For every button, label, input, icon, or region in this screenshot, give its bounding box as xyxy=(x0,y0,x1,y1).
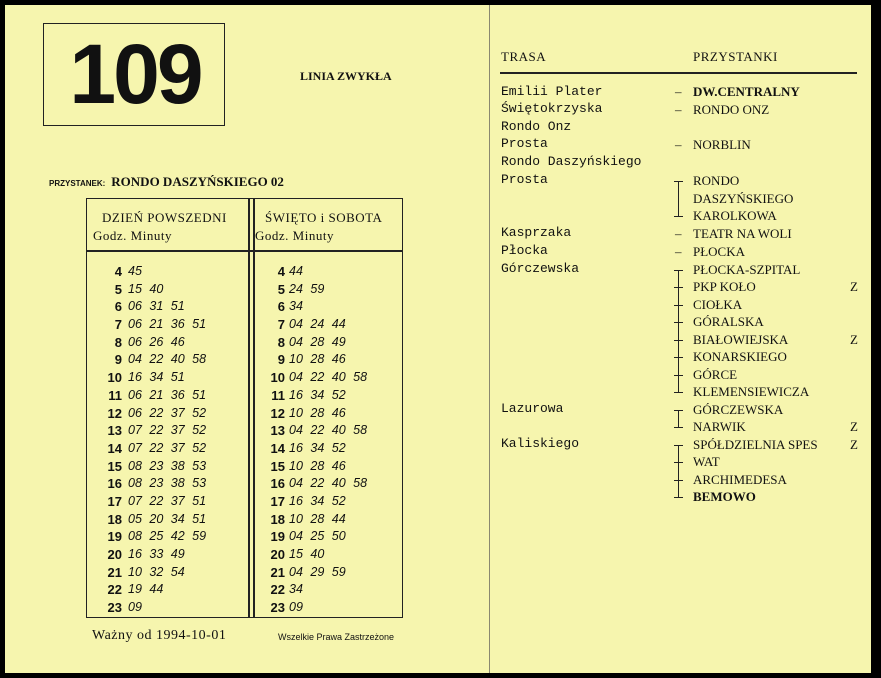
hour-weekday: 22 xyxy=(107,582,122,598)
minutes-weekday: 08 23 38 53 xyxy=(128,476,207,491)
stop-dash: – xyxy=(675,84,682,99)
stop-group-tick xyxy=(674,480,683,481)
minutes-holiday: 09 xyxy=(289,600,303,615)
stop-group-tick xyxy=(674,287,683,288)
hour-holiday: 23 xyxy=(270,600,285,616)
route-column-header: TRASA xyxy=(501,49,547,64)
stop-item: GÓRALSKA xyxy=(693,314,764,329)
hour-holiday: 16 xyxy=(270,476,285,492)
column-divider xyxy=(248,199,250,617)
stop-group-tick xyxy=(674,322,683,323)
route-street: Świętokrzyska xyxy=(501,101,603,116)
minutes-holiday: 04 25 50 xyxy=(289,529,346,544)
stop-item: RONDO ONZ xyxy=(693,102,770,117)
minutes-holiday: 16 34 52 xyxy=(289,493,346,508)
hour-weekday: 13 xyxy=(107,423,122,439)
weekday-header xyxy=(93,209,227,245)
hour-weekday: 19 xyxy=(107,529,122,545)
stop-group-tick xyxy=(674,340,683,341)
weekday-subtitle: Godz. Minuty xyxy=(93,228,172,243)
hour-weekday: 9 xyxy=(114,352,122,368)
minutes-weekday: 16 34 51 xyxy=(128,370,185,385)
stop-item: RONDO xyxy=(693,173,740,188)
hour-holiday: 15 xyxy=(270,458,285,474)
hour-holiday: 8 xyxy=(277,334,285,350)
minutes-holiday: 24 59 xyxy=(289,281,325,296)
stop-item: NARWIK xyxy=(693,419,746,434)
line-number-box xyxy=(43,23,225,126)
stop-item: SPÓŁDZIELNIA SPES xyxy=(693,437,818,452)
route-street: Rondo Onz xyxy=(501,119,572,134)
hour-holiday: 11 xyxy=(271,387,285,403)
minutes-weekday: 45 xyxy=(128,264,142,278)
hour-weekday: 15 xyxy=(107,458,122,474)
minutes-weekday: 08 25 42 59 xyxy=(128,529,207,544)
stop-group-tick xyxy=(674,497,683,498)
minutes-holiday: 44 xyxy=(289,264,303,278)
hour-holiday: 17 xyxy=(270,493,285,509)
hour-holiday: 5 xyxy=(277,281,285,297)
minutes-weekday: 07 22 37 52 xyxy=(128,423,207,438)
hour-holiday: 10 xyxy=(270,370,285,386)
hour-weekday: 10 xyxy=(107,370,122,386)
route-street: Prosta xyxy=(501,172,548,187)
timetable-sheet xyxy=(5,5,871,673)
route-street: Kasprzaka xyxy=(501,225,572,240)
on-request-mark: Z xyxy=(850,279,858,294)
minutes-holiday: 04 28 49 xyxy=(289,334,346,349)
minutes-weekday: 10 32 54 xyxy=(128,564,185,579)
minutes-holiday: 04 29 59 xyxy=(289,564,346,579)
hour-weekday: 17 xyxy=(107,493,122,509)
stop-name: RONDO DASZYŃSKIEGO 02 xyxy=(111,174,284,189)
hour-holiday: 9 xyxy=(277,352,285,368)
stop-item: GÓRCE xyxy=(693,367,738,382)
stop-item: TEATR NA WOLI xyxy=(693,226,792,241)
minutes-holiday: 10 28 46 xyxy=(289,405,346,420)
route-street: Kaliskiego xyxy=(501,436,580,451)
route-street: Rondo Daszyńskiego xyxy=(501,154,642,169)
hour-weekday: 7 xyxy=(114,317,122,333)
minutes-weekday: 16 33 49 xyxy=(128,547,185,561)
hour-weekday: 12 xyxy=(107,405,122,421)
hour-weekday: 11 xyxy=(108,387,122,403)
minutes-weekday: 09 xyxy=(128,600,142,615)
stop-group-tick xyxy=(674,216,683,217)
stop-item: NORBLIN xyxy=(693,137,751,152)
minutes-holiday: 34 xyxy=(289,299,303,314)
hour-weekday: 8 xyxy=(114,334,122,350)
weekday-title: DZIEŃ POWSZEDNI xyxy=(102,210,227,225)
minutes-weekday: 05 20 34 51 xyxy=(128,511,207,526)
hour-holiday: 21 xyxy=(270,564,285,580)
line-type: LINIA ZWYKŁA xyxy=(300,69,392,83)
stop-dash: – xyxy=(675,226,682,241)
minutes-holiday: 10 28 46 xyxy=(289,352,346,367)
stop-group-tick xyxy=(674,462,683,463)
stop-item: KAROLKOWA xyxy=(693,208,777,223)
minutes-holiday: 10 28 44 xyxy=(289,511,346,526)
stop-item: PŁOCKA xyxy=(693,244,746,259)
hour-holiday: 22 xyxy=(270,582,285,598)
on-request-mark: Z xyxy=(850,332,858,347)
route-street: Emilii Plater xyxy=(501,84,603,99)
minutes-weekday: 04 22 40 58 xyxy=(128,352,207,367)
hour-holiday: 20 xyxy=(270,547,285,562)
minutes-holiday: 34 xyxy=(289,582,303,597)
minutes-holiday: 04 22 40 58 xyxy=(289,423,368,438)
stop-item: WAT xyxy=(693,454,720,469)
hour-weekday: 18 xyxy=(107,511,122,527)
minutes-holiday: 15 40 xyxy=(289,547,325,561)
stop-group-bracket xyxy=(678,270,679,392)
page-fold xyxy=(489,5,490,673)
stops-column-header: PRZYSTANKI xyxy=(693,49,778,64)
hour-weekday: 20 xyxy=(107,547,122,562)
route-header-rule xyxy=(500,72,857,74)
hour-holiday: 13 xyxy=(270,423,285,439)
minutes-holiday: 04 22 40 58 xyxy=(289,370,368,385)
stop-dash: – xyxy=(675,102,682,117)
stop-item: ARCHIMEDESA xyxy=(693,472,787,487)
copyright-note: Wszelkie Prawa Zastrzeżone xyxy=(278,632,395,642)
stop-group-tick xyxy=(674,181,683,182)
stop-item: GÓRCZEWSKA xyxy=(693,402,784,417)
minutes-holiday: 10 28 46 xyxy=(289,458,346,473)
minutes-weekday: 19 44 xyxy=(128,582,164,597)
hour-holiday: 12 xyxy=(270,405,285,421)
holiday-subtitle: Godz. Minuty xyxy=(255,228,334,243)
stop-item: PŁOCKA-SZPITAL xyxy=(693,262,801,277)
hour-weekday: 16 xyxy=(107,476,122,492)
hour-holiday: 4 xyxy=(277,264,285,279)
stop-group-tick xyxy=(674,305,683,306)
stop-item: DW.CENTRALNY xyxy=(693,84,800,99)
stop-group-tick xyxy=(674,445,683,446)
line-number: 109 xyxy=(69,27,201,121)
stop-group-bracket xyxy=(678,445,679,497)
hour-weekday: 23 xyxy=(107,600,122,616)
holiday-header xyxy=(255,209,383,245)
holiday-title: ŚWIĘTO i SOBOTA xyxy=(265,210,383,225)
stop-item: KLEMENSIEWICZA xyxy=(693,384,810,399)
departure-table xyxy=(86,198,403,618)
minutes-holiday: 04 24 44 xyxy=(289,317,346,332)
on-request-mark: Z xyxy=(850,419,858,434)
hour-weekday: 5 xyxy=(114,281,122,297)
stop-item: DASZYŃSKIEGO xyxy=(693,191,794,206)
stop-dash: – xyxy=(675,137,682,152)
stop-label: PRZYSTANEK: xyxy=(49,179,106,188)
route-street: Lazurowa xyxy=(501,401,564,416)
route-street: Prosta xyxy=(501,136,548,151)
minutes-weekday: 06 26 46 xyxy=(128,334,185,349)
minutes-weekday: 07 22 37 52 xyxy=(128,440,207,455)
stop-group-bracket xyxy=(678,410,679,427)
stop-item: BIAŁOWIEJSKA xyxy=(693,332,789,347)
minutes-weekday: 07 22 37 51 xyxy=(128,493,207,508)
hour-holiday: 7 xyxy=(277,317,285,333)
minutes-holiday: 16 34 52 xyxy=(289,387,346,402)
hour-weekday: 21 xyxy=(107,564,122,580)
minutes-weekday: 08 23 38 53 xyxy=(128,458,207,473)
stop-group-tick xyxy=(674,410,683,411)
stop-group-tick xyxy=(674,392,683,393)
hour-holiday: 18 xyxy=(270,511,285,527)
stop-group-tick xyxy=(674,375,683,376)
hour-holiday: 19 xyxy=(270,529,285,545)
stop-item: BEMOWO xyxy=(693,489,756,504)
hour-weekday: 6 xyxy=(114,299,122,315)
minutes-weekday: 06 22 37 52 xyxy=(128,405,207,420)
minutes-holiday: 04 22 40 58 xyxy=(289,476,368,491)
hour-holiday: 6 xyxy=(277,299,285,315)
hour-weekday: 14 xyxy=(107,440,122,456)
stop-group-tick xyxy=(674,270,683,271)
minutes-weekday: 06 31 51 xyxy=(128,299,185,314)
hour-weekday: 4 xyxy=(114,264,122,279)
stop-heading xyxy=(49,173,284,191)
route-street: Płocka xyxy=(501,243,548,258)
stop-group-bracket xyxy=(678,181,679,216)
route-street: Górczewska xyxy=(501,261,580,276)
stop-item: PKP KOŁO xyxy=(693,279,756,294)
stop-item: CIOŁKA xyxy=(693,297,743,312)
hour-holiday: 14 xyxy=(270,440,285,456)
stop-item: KONARSKIEGO xyxy=(693,349,787,364)
header-divider xyxy=(87,250,402,252)
stop-dash: – xyxy=(675,244,682,259)
minutes-weekday: 06 21 36 51 xyxy=(128,387,207,402)
on-request-mark: Z xyxy=(850,437,858,452)
minutes-weekday: 06 21 36 51 xyxy=(128,317,207,332)
minutes-weekday: 15 40 xyxy=(128,281,164,296)
stop-group-tick xyxy=(674,357,683,358)
stop-group-tick xyxy=(674,427,683,428)
valid-from: Ważny od 1994-10-01 xyxy=(92,628,227,643)
minutes-holiday: 16 34 52 xyxy=(289,440,346,455)
